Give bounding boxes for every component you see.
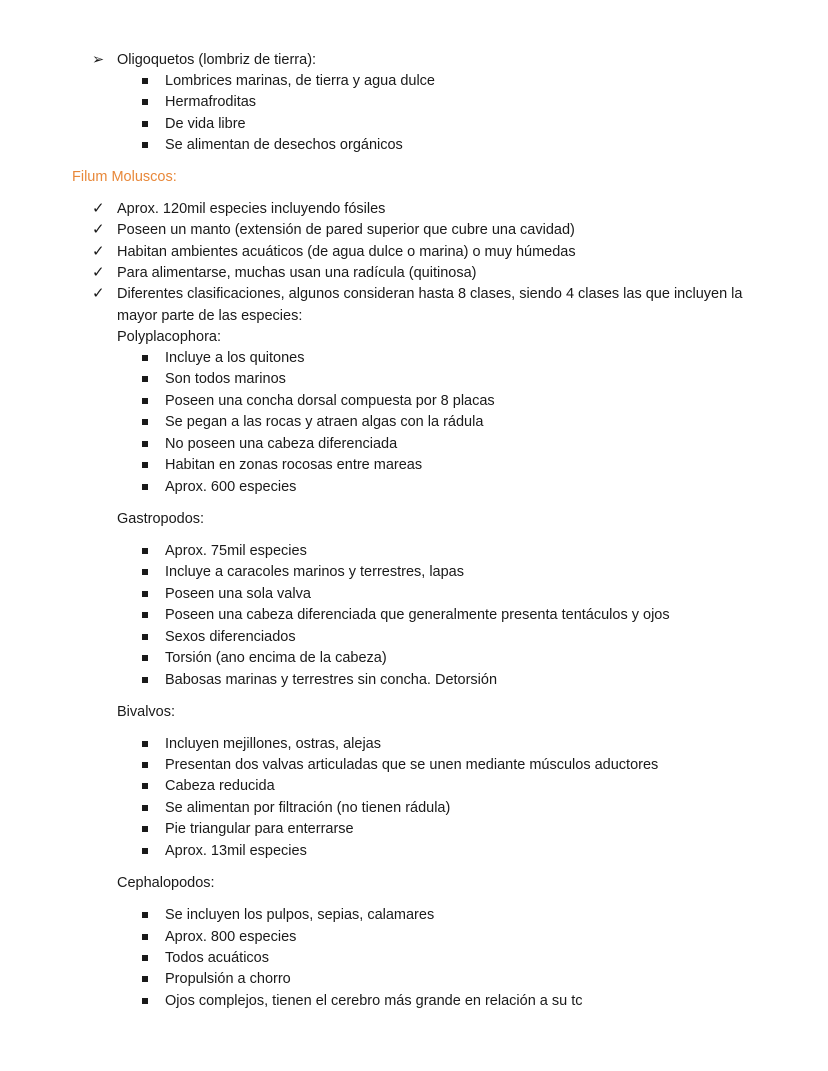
section-title: Filum Moluscos: [72, 169, 177, 185]
square-bullet-icon [142, 634, 148, 640]
square-bullet-icon [142, 99, 148, 105]
class-heading: Gastropodos: [117, 511, 205, 527]
square-bullet-icon [142, 783, 148, 789]
list-item: Se pegan a las rocas y atraen algas con la rádula [165, 414, 484, 430]
list-item: Incluyen mejillones, ostras, alejas [165, 736, 381, 752]
class-heading: Polyplacophora: [117, 329, 221, 345]
list-item: Aprox. 75mil especies [165, 543, 307, 559]
check-item: Habitan ambientes acuáticos (de agua dulce o marina) o muy húmedas [117, 244, 576, 260]
list-item: De vida libre [165, 116, 246, 132]
square-bullet-icon [142, 591, 148, 597]
list-item: Todos acuáticos [165, 950, 269, 966]
list-item: Poseen una cabeza diferenciada que generalmente presenta tentáculos y ojos [165, 607, 670, 623]
checkmark-icon: ✓ [92, 221, 105, 238]
list-item: Torsión (ano encima de la cabeza) [165, 650, 387, 666]
arrow-bullet-icon: ➢ [92, 52, 105, 68]
square-bullet-icon [142, 848, 148, 854]
check-item-continuation: mayor parte de las especies: [117, 308, 303, 324]
list-item: Lombrices marinas, de tierra y agua dulce [165, 73, 435, 89]
checkmark-icon: ✓ [92, 243, 105, 260]
checkmark-icon: ✓ [92, 285, 105, 302]
square-bullet-icon [142, 976, 148, 982]
list-item: Hermafroditas [165, 94, 257, 110]
list-item: Se alimentan por filtración (no tienen rádula) [165, 800, 451, 816]
square-bullet-icon [142, 805, 148, 811]
checkmark-icon: ✓ [92, 200, 105, 217]
square-bullet-icon [142, 462, 148, 468]
square-bullet-icon [142, 142, 148, 148]
list-item: Habitan en zonas rocosas entre mareas [165, 457, 423, 473]
list-item: Cabeza reducida [165, 778, 275, 794]
square-bullet-icon [142, 121, 148, 127]
list-item: Poseen una sola valva [165, 586, 311, 602]
list-item: Se incluyen los pulpos, sepias, calamares [165, 907, 435, 923]
square-bullet-icon [142, 419, 148, 425]
list-item: Aprox. 800 especies [165, 929, 297, 945]
square-bullet-icon [142, 612, 148, 618]
list-item: Incluye a los quitones [165, 350, 305, 366]
list-item: No poseen una cabeza diferenciada [165, 436, 398, 452]
list-item: Aprox. 600 especies [165, 479, 297, 495]
square-bullet-icon [142, 655, 148, 661]
square-bullet-icon [142, 912, 148, 918]
square-bullet-icon [142, 441, 148, 447]
square-bullet-icon [142, 955, 148, 961]
checkmark-icon: ✓ [92, 264, 105, 281]
square-bullet-icon [142, 484, 148, 490]
list-item: Sexos diferenciados [165, 629, 296, 645]
check-item: Aprox. 120mil especies incluyendo fósiles [117, 201, 386, 217]
square-bullet-icon [142, 355, 148, 361]
list-item: Poseen una concha dorsal compuesta por 8 placas [165, 393, 495, 409]
check-item: Diferentes clasificaciones, algunos consideran hasta 8 clases, siendo 4 clases las que incluyen la [117, 286, 743, 302]
square-bullet-icon [142, 677, 148, 683]
class-heading: Bivalvos: [117, 704, 176, 720]
list-item: Babosas marinas y terrestres sin concha. Detorsión [165, 672, 498, 688]
square-bullet-icon [142, 762, 148, 768]
oligoquetos-heading: Oligoquetos (lombriz de tierra): [117, 52, 317, 68]
square-bullet-icon [142, 376, 148, 382]
list-item: Presentan dos valvas articuladas que se unen mediante músculos aductores [165, 757, 659, 773]
list-item: Se alimentan de desechos orgánicos [165, 137, 403, 153]
list-item: Son todos marinos [165, 371, 286, 387]
list-item: Incluye a caracoles marinos y terrestres, lapas [165, 564, 464, 580]
square-bullet-icon [142, 569, 148, 575]
square-bullet-icon [142, 934, 148, 940]
list-item: Propulsión a chorro [165, 971, 291, 987]
square-bullet-icon [142, 826, 148, 832]
check-item: Poseen un manto (extensión de pared superior que cubre una cavidad) [117, 222, 575, 238]
square-bullet-icon [142, 998, 148, 1004]
square-bullet-icon [142, 398, 148, 404]
list-item: Pie triangular para enterrarse [165, 821, 354, 837]
square-bullet-icon [142, 548, 148, 554]
square-bullet-icon [142, 741, 148, 747]
list-item: Ojos complejos, tienen el cerebro más grande en relación a su tc [165, 993, 583, 1009]
square-bullet-icon [142, 78, 148, 84]
class-heading: Cephalopodos: [117, 875, 215, 891]
check-item: Para alimentarse, muchas usan una radícula (quitinosa) [117, 265, 477, 281]
list-item: Aprox. 13mil especies [165, 843, 307, 859]
